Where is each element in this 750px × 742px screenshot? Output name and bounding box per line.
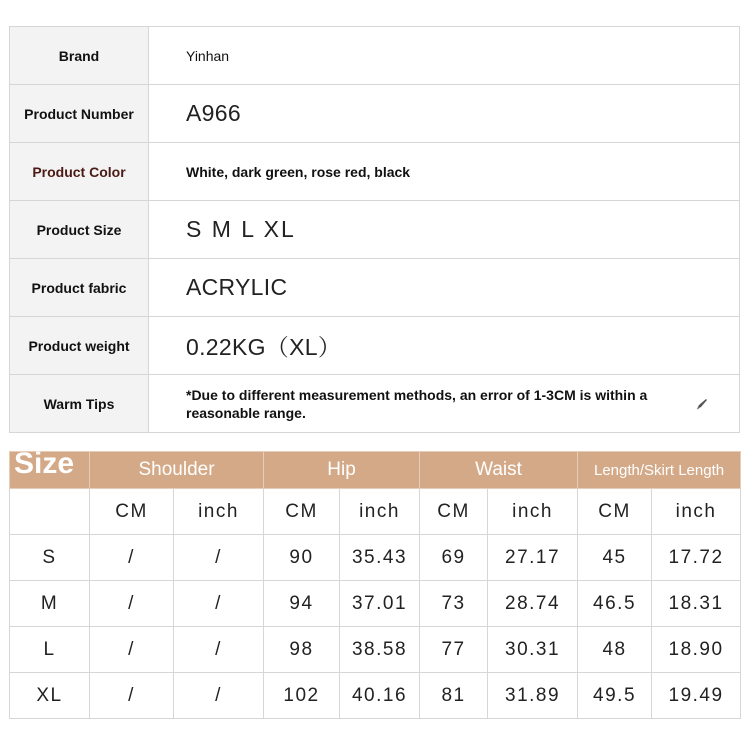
info-value: A966 <box>149 85 740 143</box>
size-cell: / <box>174 581 264 627</box>
product-info-table <box>9 26 740 433</box>
info-row-brand <box>10 27 740 85</box>
size-cell: / <box>90 581 174 627</box>
size-cell: / <box>174 535 264 581</box>
size-cell: / <box>174 673 264 719</box>
info-label: Product Size <box>10 201 149 259</box>
size-label: S <box>10 535 90 581</box>
info-row-product-weight <box>10 317 740 375</box>
size-cell: 27.17 <box>488 535 578 581</box>
unit-cell: CM <box>90 489 174 535</box>
unit-cell: inch <box>340 489 420 535</box>
size-row-l <box>10 627 741 673</box>
info-row-product-fabric <box>10 259 740 317</box>
size-cell: 37.01 <box>340 581 420 627</box>
size-cell: 18.90 <box>652 627 741 673</box>
unit-cell: CM <box>420 489 488 535</box>
info-label: Product weight <box>10 317 149 375</box>
size-cell: 19.49 <box>652 673 741 719</box>
size-cell: 48 <box>578 627 652 673</box>
group-header-hip: Hip <box>264 452 420 489</box>
size-chart-table <box>9 447 741 719</box>
size-cell: 77 <box>420 627 488 673</box>
size-cell: 98 <box>264 627 340 673</box>
size-cell: / <box>90 673 174 719</box>
info-value-tips <box>149 375 740 433</box>
pen-icon <box>695 397 709 411</box>
size-cell: 30.31 <box>488 627 578 673</box>
size-cell: 81 <box>420 673 488 719</box>
info-value: 0.22KG（XL） <box>149 317 740 375</box>
group-header-waist: Waist <box>420 452 578 489</box>
size-row-m <box>10 581 741 627</box>
size-cell: 40.16 <box>340 673 420 719</box>
info-row-warm-tips <box>10 375 740 433</box>
size-cell: 46.5 <box>578 581 652 627</box>
info-value: ACRYLIC <box>149 259 740 317</box>
size-cell: / <box>90 535 174 581</box>
info-row-product-color <box>10 143 740 201</box>
size-cell: 17.72 <box>652 535 741 581</box>
info-label: Warm Tips <box>10 375 149 433</box>
group-header-shoulder: Shoulder <box>90 452 264 489</box>
size-cell: / <box>174 627 264 673</box>
info-value: White, dark green, rose red, black <box>149 143 740 201</box>
size-cell: 94 <box>264 581 340 627</box>
info-label: Product fabric <box>10 259 149 317</box>
size-label: M <box>10 581 90 627</box>
unit-cell: CM <box>578 489 652 535</box>
size-label: L <box>10 627 90 673</box>
info-row-product-number <box>10 85 740 143</box>
size-cell: 38.58 <box>340 627 420 673</box>
units-row <box>10 489 741 535</box>
unit-cell: inch <box>174 489 264 535</box>
size-cell: 18.31 <box>652 581 741 627</box>
info-value: Yinhan <box>149 27 740 85</box>
unit-cell: inch <box>652 489 741 535</box>
size-cell: 31.89 <box>488 673 578 719</box>
info-label: Brand <box>10 27 149 85</box>
size-label: XL <box>10 673 90 719</box>
info-row-product-size <box>10 201 740 259</box>
size-cell: 73 <box>420 581 488 627</box>
info-label: Product Color <box>10 143 149 201</box>
size-row-s <box>10 535 741 581</box>
info-label: Product Number <box>10 85 149 143</box>
size-cell: / <box>90 627 174 673</box>
warm-tips-text: *Due to different measurement methods, an error of 1-3CM is within a reasonable range. <box>186 386 648 421</box>
group-header-length: Length/Skirt Length <box>578 452 741 489</box>
size-cell: 90 <box>264 535 340 581</box>
size-cell: 35.43 <box>340 535 420 581</box>
size-cell: 45 <box>578 535 652 581</box>
size-cell: 102 <box>264 673 340 719</box>
unit-cell: CM <box>264 489 340 535</box>
unit-cell: inch <box>488 489 578 535</box>
size-cell: 28.74 <box>488 581 578 627</box>
info-value: S M L XL <box>149 201 740 259</box>
size-title: Size <box>10 452 90 489</box>
size-cell: 69 <box>420 535 488 581</box>
units-blank <box>10 489 90 535</box>
size-header-row <box>10 452 741 489</box>
size-row-xl <box>10 673 741 719</box>
size-cell: 49.5 <box>578 673 652 719</box>
